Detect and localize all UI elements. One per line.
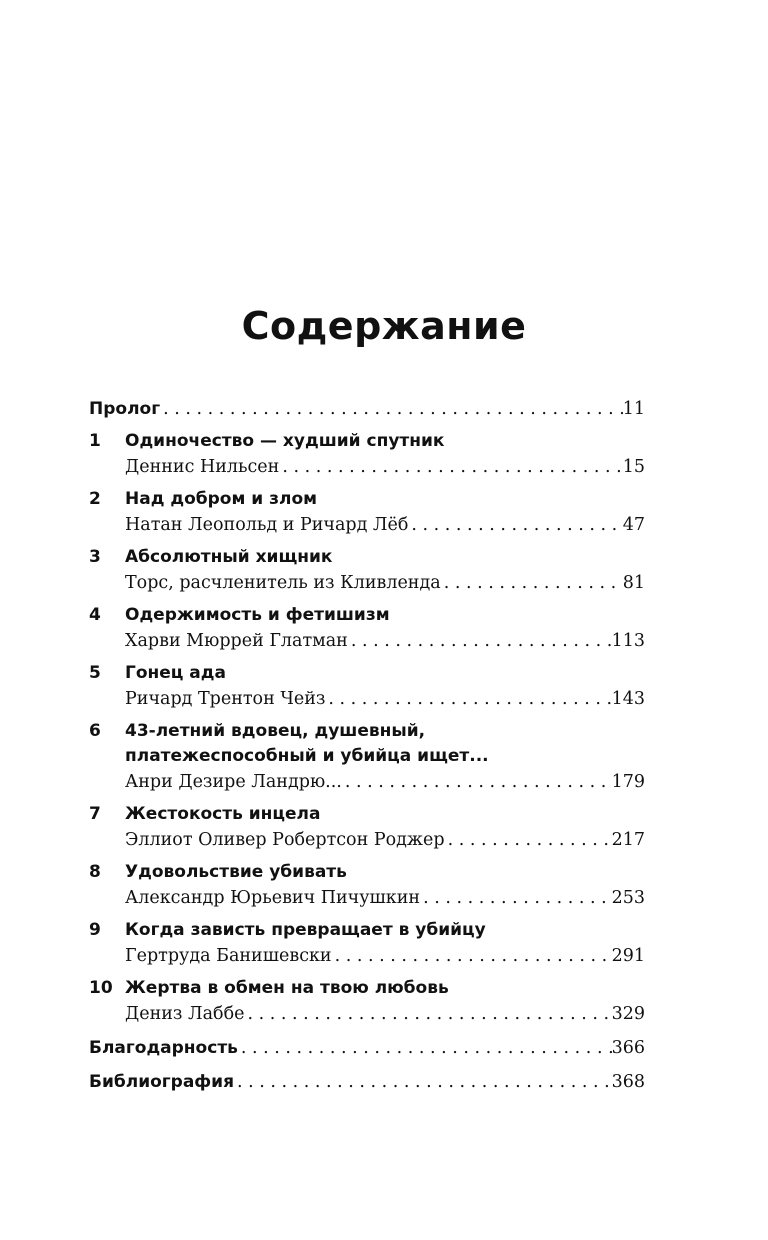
chapter-number: 5 [89,663,101,683]
toc-entry-bibliography[interactable] [89,1069,645,1095]
chapter-number: 6 [89,721,101,741]
dot-leader [238,1035,612,1061]
toc-page-number: 366 [611,1038,645,1058]
chapter-number: 2 [89,489,101,509]
toc-chapter-2[interactable] [89,487,645,538]
toc-chapter-8[interactable] [89,860,645,911]
chapter-title: 43-летний вдовец, душевный, платежеспособный и убийца ищет... [125,721,489,766]
toc-entry-label: Благодарность [89,1038,238,1058]
toc-chapter-7[interactable] [89,802,645,853]
dot-leader [420,885,612,911]
dot-leader [342,769,612,795]
toc-chapter-1[interactable] [89,429,645,480]
toc-entry-label: Пролог [89,399,161,419]
toc-chapter-4[interactable] [89,603,645,654]
chapter-subject: Деннис Нильсен [125,457,280,477]
chapter-title: Жестокость инцела [125,804,321,824]
chapter-subject: Александр Юрьевич Пичушкин [125,888,421,908]
dot-leader [279,454,622,480]
chapter-subject: Харви Мюррей Глатман [125,631,348,651]
chapter-subject: Эллиот Оливер Робертсон Роджер [125,830,445,850]
toc-chapter-10[interactable] [89,976,645,1027]
toc-chapter-3[interactable] [89,545,645,596]
chapter-number: 8 [89,862,101,882]
chapter-number: 4 [89,605,101,625]
toc-page-number: 368 [611,1072,645,1092]
chapter-subject: Анри Дезире Ландрю... [125,772,342,792]
chapter-title: Гонец ада [125,663,226,683]
toc-page-number: 253 [611,888,645,908]
toc-page-number: 329 [611,1004,645,1024]
chapter-number: 7 [89,804,101,824]
table-of-contents [89,396,645,1095]
toc-entry-label: Библиография [89,1072,234,1092]
dot-leader [325,686,611,712]
chapter-number: 1 [89,431,101,451]
chapter-subject: Торс, расчленитель из Кливленда [125,573,441,593]
chapter-subject: Дениз Лаббе [125,1004,245,1024]
toc-page-number: 81 [622,573,645,593]
toc-chapter-9[interactable] [89,918,645,969]
chapter-title: Одержимость и фетишизм [125,605,390,625]
toc-page-number: 11 [622,399,645,419]
toc-page-number: 291 [611,946,645,966]
dot-leader [234,1069,612,1095]
chapter-title: Над добром и злом [125,489,318,509]
chapter-number: 3 [89,547,101,567]
toc-page-number: 143 [611,689,645,709]
toc-chapter-6[interactable] [89,719,645,795]
page-title: Содержание [241,304,527,348]
toc-entry-prologue[interactable] [89,396,645,422]
toc-page-number: 15 [622,457,645,477]
dot-leader [441,570,623,596]
dot-leader [160,396,623,422]
dot-leader [445,827,612,853]
toc-entry-acknowledgements[interactable] [89,1035,645,1061]
chapter-number: 9 [89,920,101,940]
dot-leader [348,628,612,654]
chapter-number: 10 [89,978,113,998]
chapter-title: Жертва в обмен на твою любовь [125,978,449,998]
chapter-title: Абсолютный хищник [125,547,333,567]
toc-page-number: 47 [622,515,645,535]
toc-page-number: 179 [611,772,645,792]
toc-chapter-5[interactable] [89,661,645,712]
chapter-title: Удовольствие убивать [125,862,347,882]
dot-leader [244,1001,611,1027]
toc-page-number: 217 [611,830,645,850]
dot-leader [408,512,622,538]
toc-page-number: 113 [611,631,645,651]
chapter-title: Когда зависть превращает в убийцу [125,920,486,940]
chapter-subject: Ричард Трентон Чейз [125,689,326,709]
chapter-title: Одиночество — худший спутник [125,431,445,451]
chapter-subject: Натан Леопольд и Ричард Лёб [125,515,409,535]
chapter-subject: Гертруда Банишевски [125,946,332,966]
dot-leader [332,943,612,969]
